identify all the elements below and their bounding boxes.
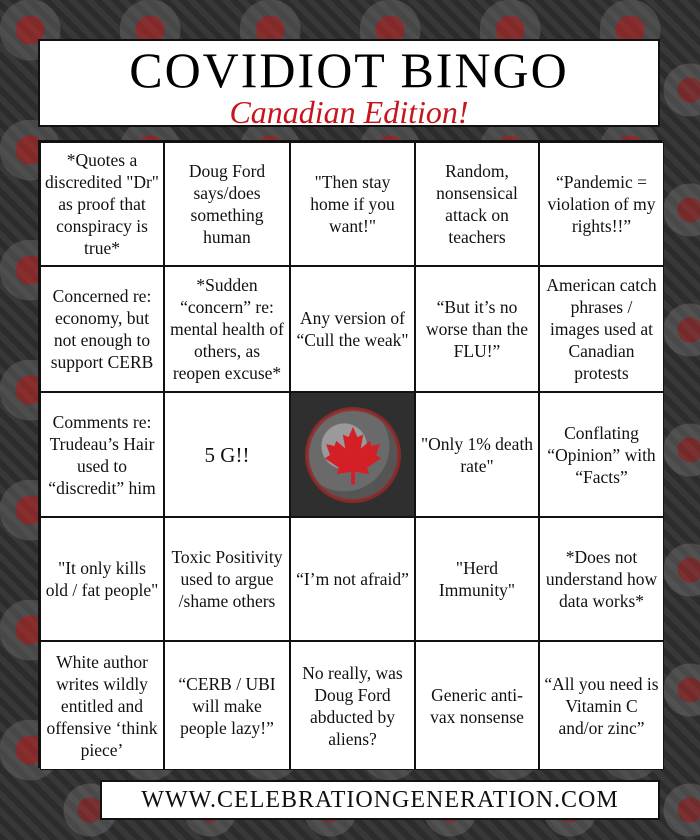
bingo-cell-text: Comments re: Trudeau’s Hair used to “discredit” him: [48, 411, 156, 498]
bingo-cell-text: 5 G!!: [204, 442, 250, 467]
bingo-cell-20[interactable]: [539, 517, 664, 641]
footer-url-banner: [100, 780, 660, 820]
bingo-cell-23[interactable]: [290, 641, 415, 770]
bingo-cell-15[interactable]: [539, 392, 664, 517]
bingo-cell-19[interactable]: [415, 517, 539, 641]
bingo-cell-text: "It only kills old / fat people": [45, 558, 159, 600]
bingo-cell-text: “I’m not afraid”: [296, 569, 409, 589]
maple-leaf-icon: [321, 423, 385, 487]
bingo-cell-text: Conflating “Opinion” with “Facts”: [547, 422, 656, 487]
bingo-cell-3[interactable]: [290, 142, 415, 266]
bingo-cell-text: “But it’s no worse than the FLU!”: [425, 297, 529, 361]
bingo-cell-text: “All you need is Vitamin C and/or zinc”: [544, 673, 659, 738]
footer-url: WWW.CELEBRATIONGENERATION.COM: [141, 786, 619, 813]
bingo-cell-text: American catch phrases / images used at Canadian protests: [546, 275, 657, 383]
bingo-cell-2[interactable]: [164, 142, 290, 266]
bingo-cell-text: "Herd Immunity": [438, 558, 516, 600]
bingo-cell-11[interactable]: [40, 392, 164, 517]
bingo-cell-text: *Quotes a discredited "Dr" as proof that conspiracy is true*: [45, 150, 159, 258]
bingo-cell-16[interactable]: [40, 517, 164, 641]
bingo-cell-text: “CERB / UBI will make people lazy!”: [178, 673, 276, 738]
bingo-cell-7[interactable]: [164, 266, 290, 392]
bingo-cell-9[interactable]: [415, 266, 539, 392]
bingo-grid: [38, 140, 662, 768]
bingo-cell-text: *Sudden “concern” re: mental health of others, as reopen excuse*: [170, 275, 284, 383]
bingo-cell-25[interactable]: [539, 641, 664, 770]
bingo-cell-text: Toxic Positivity used to argue /shame others: [171, 547, 283, 611]
bingo-cell-6[interactable]: [40, 266, 164, 392]
bingo-cell-10[interactable]: [539, 266, 664, 392]
bingo-cell-14[interactable]: [415, 392, 539, 517]
bingo-cell-text: "Only 1% death rate": [420, 433, 534, 476]
bingo-cell-4[interactable]: [415, 142, 539, 266]
bingo-cell-24[interactable]: [415, 641, 539, 770]
bingo-cell-8[interactable]: [290, 266, 415, 392]
bingo-cell-5[interactable]: [539, 142, 664, 266]
page-subtitle: Canadian Edition!: [229, 94, 469, 130]
bingo-cell-1[interactable]: [40, 142, 164, 266]
bingo-cell-text: "Then stay home if you want!": [310, 172, 395, 236]
bingo-cell-text: White author writes wildly entitled and offensive ‘think piece’: [46, 651, 158, 760]
bingo-cell-22[interactable]: [164, 641, 290, 770]
free-space[interactable]: [290, 392, 415, 517]
bingo-cell-text: Doug Ford says/does something human: [188, 161, 266, 247]
bingo-cell-18[interactable]: [290, 517, 415, 641]
bingo-cell-text: *Does not understand how data works*: [545, 547, 658, 611]
page-title: COVIDIOT BINGO: [129, 42, 569, 98]
bingo-cell-text: No really, was Doug Ford abducted by aliens?: [302, 662, 403, 749]
bingo-cell-text: Generic anti-vax nonsense: [430, 684, 524, 727]
coronavirus-icon: [309, 411, 397, 499]
bingo-cell-text: Random, nonsensical attack on teachers: [436, 161, 518, 247]
bingo-cell-text: “Pandemic = violation of my rights!!”: [547, 172, 656, 236]
bingo-cell-text: Concerned re: economy, but not enough to support CERB: [50, 286, 154, 372]
bingo-cell-text: Any version of “Cull the weak": [296, 308, 409, 350]
title-banner: [38, 39, 660, 130]
bingo-cell-21[interactable]: [40, 641, 164, 770]
bingo-cell-17[interactable]: [164, 517, 290, 641]
bingo-cell-12[interactable]: [164, 392, 290, 517]
